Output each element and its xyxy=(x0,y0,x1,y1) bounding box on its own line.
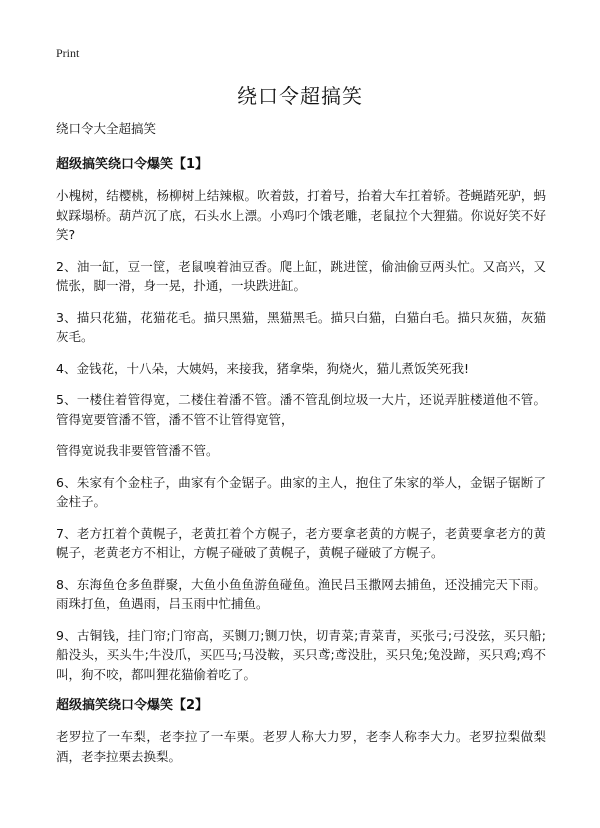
section-2 xyxy=(56,696,546,766)
document-body xyxy=(56,120,546,778)
print-link[interactable]: Print xyxy=(56,46,80,60)
paragraph: 2、油一缸，豆一筐，老鼠嗅着油豆香。爬上缸，跳进筐，偷油偷豆两头忙。又高兴，又慌张，脚一滑，身一晃，扑通，一块跌进缸。 xyxy=(56,258,546,293)
paragraph: 老罗拉了一车梨，老李拉了一车栗。老罗人称大力罗，老李人称李大力。老罗拉梨做梨酒，老李拉栗去换梨。 xyxy=(56,729,546,764)
document-subtitle: 绕口令大全超搞笑 xyxy=(56,121,157,136)
paragraph: 8、东海鱼仓多鱼群聚，大鱼小鱼鱼游鱼碰鱼。渔民吕玉撒网去捕鱼，还没捕完天下雨。雨珠打鱼，鱼遇雨，吕玉雨中忙捕鱼。 xyxy=(56,576,546,611)
paragraph: 6、朱家有个金柱子，曲家有个金锯子。曲家的主人，抱住了朱家的举人，金锯子锯断了金柱子。 xyxy=(56,474,546,509)
paragraph: 7、老方扛着个黄幌子，老黄扛着个方幌子，老方要拿老黄的方幌子，老黄要拿老方的黄幌子，老黄老方不相让，方幌子碰破了黄幌子，黄幌子碰破了方幌子。 xyxy=(56,525,546,560)
section-1 xyxy=(56,155,546,684)
paragraph: 5、一楼住着管得宽，二楼住着潘不管。潘不管乱倒垃圾一大片，还说弄脏楼道他不管。管得宽要管潘不管，潘不管不让管得宽管， xyxy=(56,392,546,427)
paragraph: 小槐树，结樱桃，杨柳树上结辣椒。吹着鼓，打着号，抬着大车扛着轿。苍蝇踏死驴，蚂蚁踩塌桥。葫芦沉了底，石头水上漂。小鸡叼个饿老雕，老鼠拉个大狸猫。你说好笑不好笑? xyxy=(56,188,546,242)
paragraph: 3、描只花猫，花猫花毛。描只黑猫，黑猫黑毛。描只白猫，白猫白毛。描只灰猫，灰猫灰毛。 xyxy=(56,309,546,344)
section-heading: 超级搞笑绕口令爆笑【2】 xyxy=(56,698,209,713)
page-title: 绕口令超搞笑 xyxy=(237,84,363,108)
paragraph: 4、金钱花，十八朵，大姨妈，来接我，猪拿柴，狗烧火，猫儿煮饭笑死我! xyxy=(56,360,469,376)
paragraph: 9、古铜钱，挂门帘;门帘高，买铡刀;铡刀快，切青菜;青菜青，买张弓;弓没弦，买只船;船没头，买头牛;牛没爪，买匹马;马没鞍，买只鸢;鸢没肚，买只兔;兔没蹄，买只鸡;鸡不叫，狗不咬，都叫狸花猫偷着吃了。 xyxy=(56,627,546,682)
section-heading: 超级搞笑绕口令爆笑【1】 xyxy=(56,157,209,172)
paragraph: 管得宽说我非要管管潘不管。 xyxy=(56,443,219,458)
